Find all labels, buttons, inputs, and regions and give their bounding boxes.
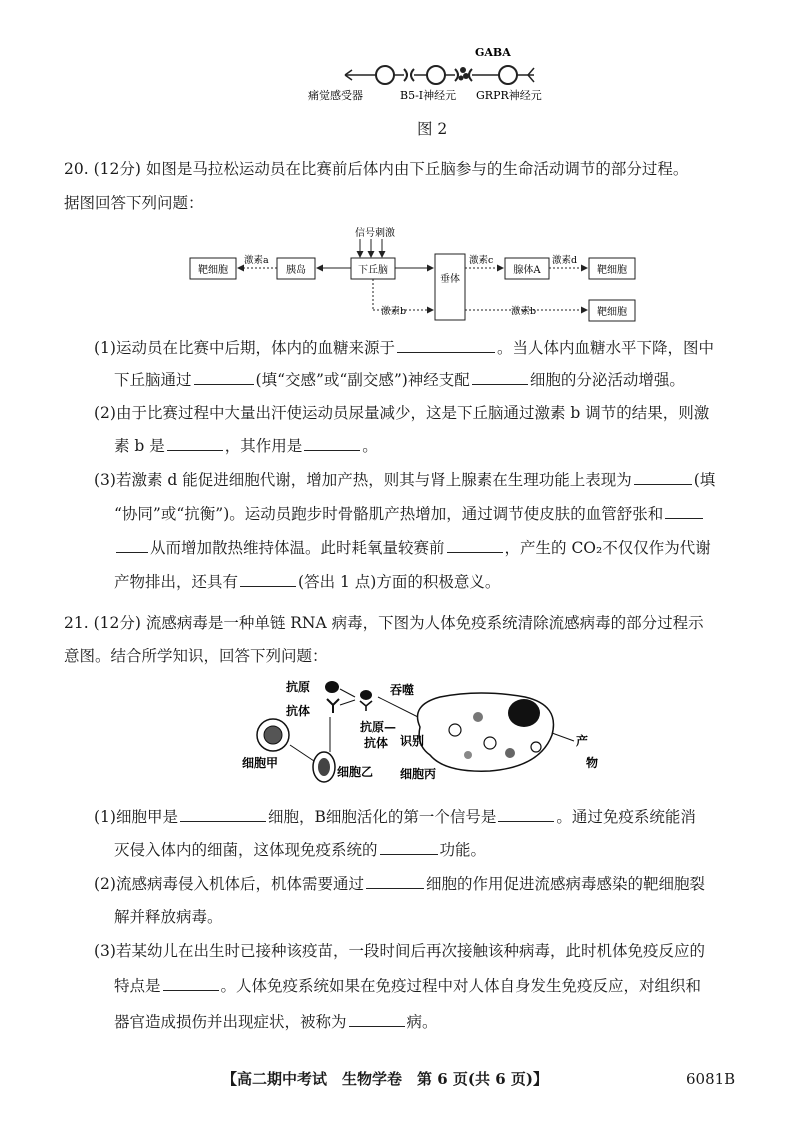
q20-p2-text-b: ，其作用是 [224,437,303,455]
q20-p3-text-b: (填 [693,471,716,489]
label-complex-line-1: 抗原— [360,720,397,734]
answer-blank-glucose-source[interactable] [397,336,495,353]
answer-blank-cell-type[interactable] [472,368,528,385]
q20-stem-line-2: 据图回答下列问题： [64,194,204,212]
label-antibody: 抗体 [286,704,311,718]
q20-p3-text-d: 从而增加散热维持体温。此时耗氧量较赛前 [150,539,445,557]
q20-p2-text-c: 。 [362,437,378,455]
q21-p1-text-b: 细胞，B细胞活化的第一个信号是 [267,808,497,826]
label-recognize: 识别 [400,734,425,748]
q20-part1-line-2 [114,368,685,391]
label-hormone-b-right: 激素b [511,306,537,317]
label-cell-bing: 细胞丙 [400,767,437,781]
box-target-cell-left: 靶细胞 [198,265,228,276]
q21-p1-text-d: 灭侵入体内的细菌，这体现免疫系统的 [114,841,378,859]
q21-p3-text-d: 病。 [406,1013,438,1031]
label-product-line-2: 物 [586,756,599,770]
answer-blank-response-feature[interactable] [163,974,219,991]
label-hormone-b-left: 激素b [381,306,407,317]
answer-blank-hormone-b-function[interactable] [304,434,360,451]
q21-part3-line-1: (3)若某幼儿在出生时已接种该疫苗，一段时间后再次接触该种病毒，此时机体免疫反应的 [94,942,705,960]
q21-p1-text-c: 。通过免疫系统能消 [556,808,696,826]
label-hormone-d: 激素d [552,255,578,266]
q21-p3-text-b: 。人体免疫系统如果在免疫过程中对人体自身发生免疫反应，对组织和 [220,977,702,995]
box-target-cell-right-bottom: 靶细胞 [597,307,627,318]
q21-part3-line-2 [114,974,701,997]
q20-p3-text-f: 产物排出，还具有 [114,573,239,591]
q20-stem-line-1: 20. (12分) 如图是马拉松运动员在比赛前后体内由下丘脑参与的生命活动调节的部分过程。 [64,160,689,178]
q21-immune-diagram [240,675,620,793]
answer-blank-first-signal[interactable] [498,805,554,822]
q20-part1-line-1 [94,336,714,359]
q21-p1-text-e: 功能。 [439,841,487,859]
q20-part2-line-2 [114,434,378,457]
q20-part3-line-4 [114,570,500,593]
answer-blank-heat-dissipation-part2[interactable] [116,536,148,553]
q20-p1-text-c: 下丘脑通过 [114,371,192,389]
q21-part2-line-2: 解并释放病毒。 [114,908,223,926]
label-cell-yi: 细胞乙 [337,765,374,779]
answer-blank-co2-significance[interactable] [240,570,296,587]
label-antigen: 抗原 [286,680,311,694]
box-target-cell-right-top: 靶细胞 [597,265,627,276]
answer-blank-oxygen-consumption[interactable] [447,536,503,553]
q21-part3-line-3 [114,1010,438,1033]
antigen-icon [325,681,339,693]
answer-blank-immune-function[interactable] [380,838,438,855]
q21-part1-line-2 [114,838,486,861]
q20-p2-text-a: 素 b 是 [114,437,165,455]
q20-part3-line-1 [94,468,715,491]
label-pain-receptor: 痛觉感受器 [308,89,363,102]
label-grpr-neuron: GRPR神经元 [476,89,542,102]
q20-p3-text-e: ，产生的 CO₂不仅仅作为代谢 [504,539,711,557]
q21-part1-line-1 [94,805,696,828]
label-complex-line-2: 抗体 [364,736,389,750]
q21-stem-line-1: 21. (12分) 流感病毒是一种单链 RNA 病毒，下图为人体免疫系统清除流感病毒的部分过程示 [64,614,704,632]
answer-blank-disease-name[interactable] [349,1010,405,1027]
q21-part2-line-1 [94,872,705,895]
q21-p1-text-a: (1)细胞甲是 [94,808,178,826]
answer-blank-synergy[interactable] [634,468,692,485]
q20-p1-text-e: 细胞的分泌活动增强。 [529,371,685,389]
q21-p3-text-c: 器官造成损伤并出现症状，被称为 [114,1013,347,1031]
label-hormone-c: 激素c [469,255,494,266]
box-islet: 胰岛 [286,265,306,276]
q21-stem-line-2: 意图。结合所学知识，回答下列问题： [64,647,328,665]
answer-blank-heat-dissipation-part1[interactable] [665,502,703,519]
q21-p2-text-a: (2)流感病毒侵入机体后，机体需要通过 [94,875,364,893]
label-b5-neuron: B5-Ⅰ神经元 [400,89,457,102]
q21-p2-text-b: 细胞的作用促进流感病毒感染的靶细胞裂 [425,875,705,893]
q20-p3-text-c: “协同”或“抗衡”)。运动员跑步时骨骼肌产热增加，通过调节使皮肤的血管舒张和 [114,505,664,523]
label-cell-jia: 细胞甲 [242,756,279,770]
label-signal-stimulus: 信号刺激 [355,228,395,239]
page-footer-code: 6081B [686,1070,736,1088]
gaba-label: GABA [475,46,511,59]
q20-p1-text-d: (填“交感”或“副交感”)神经支配 [255,371,470,389]
q20-part3-line-2 [114,502,705,525]
label-hormone-a: 激素a [244,255,269,266]
q21-p3-text-a: 特点是 [114,977,161,995]
label-engulf: 吞噬 [390,683,415,697]
page-footer-title: 【高二期中考试 生物学卷 第 6 页(共 6 页)】 [222,1070,548,1088]
answer-blank-hormone-b[interactable] [167,434,223,451]
answer-blank-cell-jia[interactable] [180,805,266,822]
antigen-antibody-complex-icon [360,690,372,700]
q20-p3-text-g: (答出 1 点)方面的积极意义。 [298,573,501,591]
q20-p1-text-b: 。当人体内血糖水平下降，图中 [496,339,714,357]
label-product-line-1: 产 [576,734,589,748]
figure-2-caption: 图 2 [417,120,448,138]
figure-2-diagram [290,40,570,105]
answer-blank-nerve-type[interactable] [194,368,254,385]
q20-p1-text-a: (1)运动员在比赛中后期，体内的血糖来源于 [94,339,395,357]
q20-p3-text-a: (3)若激素 d 能促进细胞代谢，增加产热，则其与肾上腺素在生理功能上表现为 [94,471,632,489]
antibody-icon [327,699,339,713]
q20-part3-line-3 [114,536,711,559]
box-pituitary: 垂体 [440,274,460,285]
answer-blank-effector-cell[interactable] [366,872,424,889]
q20-regulation-diagram [185,224,640,328]
q20-part2-line-1: (2)由于比赛过程中大量出汗使运动员尿量减少，这是下丘脑通过激素 b 调节的结果，则激 [94,404,710,422]
box-gland-a: 腺体A [513,265,541,276]
box-hypothalamus: 下丘脑 [358,265,388,276]
